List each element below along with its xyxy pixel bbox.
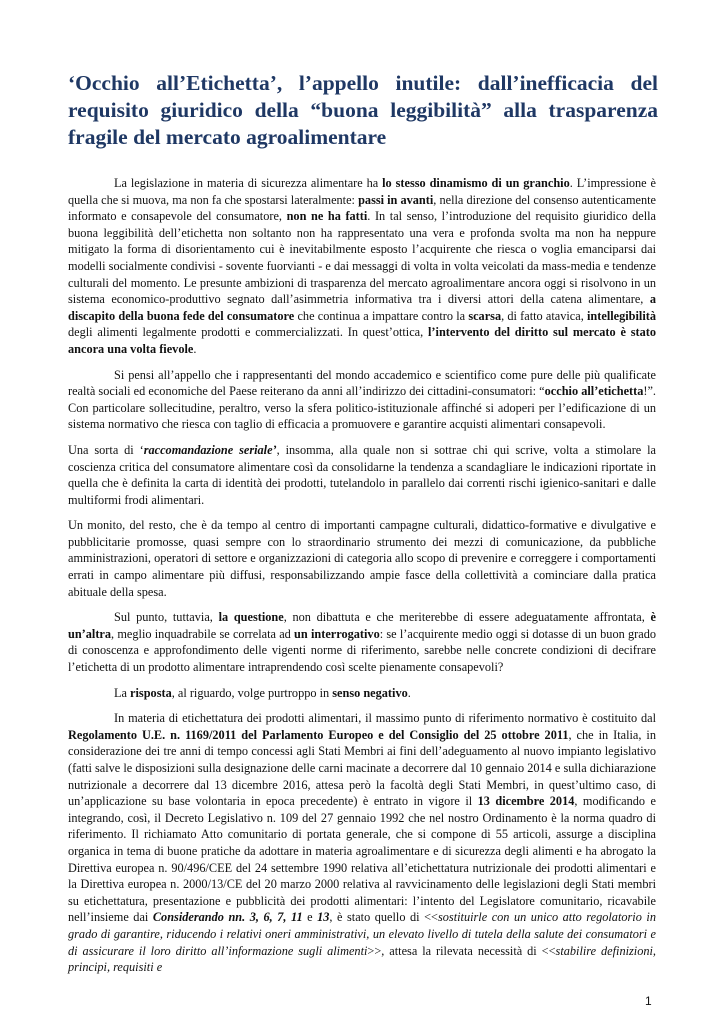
paragraph-6 — [68, 685, 656, 702]
bold-text: risposta — [130, 685, 172, 700]
bold-text: 13 dicembre 2014 — [477, 794, 575, 809]
paragraph-1 — [68, 175, 656, 358]
text-run: !”. Con particolare sollecitudine, peraltro, verso la sfera politico-istituzionale affinché si adoperi per l’edificazione di un sistema normativo che riesca con taglio di efficacia a promuovere e garantire acquisti alimentari consapevoli. — [68, 384, 657, 432]
bold-text: lo stesso dinamismo di un granchio — [382, 176, 570, 190]
text-run: , che in Italia, in considerazione dei tre anni di tempo concessi agli Stati Membri ai fini dell’adeguamento al nuovo impianto legislativo (fatti salve le disposizioni sulla designazione delle carni macinate a decorrere dal 10 gennaio 2014 e sulla dichiarazione nutrizionale a decorrere dal 13 dicembre 2016, attesa però la facoltà degli Stati Membri, in quest’ultimo caso, di un’applicazione su base volontaria in epoca precedente) è entrato in vigore il — [68, 727, 656, 809]
text-run: , al riguardo, volge purtroppo in — [171, 685, 333, 700]
paragraph-5 — [68, 609, 656, 675]
text-run: Sul punto, tuttavia, — [114, 610, 219, 625]
bold-text: è un’altra — [68, 610, 656, 641]
text-run: Si pensi all’appello che i rappresentanti del mondo accademico e scientifico come pure delle più qualificate realtà sociali ed economiche del Paese reiterano da anni all’indirizzo dei cittadini-consumatori: “ — [68, 367, 656, 399]
text-run: , di fatto atavica, — [501, 308, 588, 323]
text-run: , insomma, alla quale non si sottrae chi qui scrive, volta a stimolare la coscienza critica del consumatore alimentare così da consolidarne la tendenza a scandagliare le indicazioni riportate in quella che è definita la carta di identità dei prodotti, tutelandolo in parallelo dai correnti rischi igienico-sanitari e dalle multiformi frodi alimentari. — [68, 442, 657, 507]
bold-text: senso negativo — [332, 685, 408, 700]
text-run: Una sorta di ‘ — [68, 442, 144, 457]
bold-text: l’intervento del diritto sul mercato è stato ancora una volta fievole — [68, 325, 656, 356]
text-run: . L’impressione è quella che si muova, ma non fa che spostarsi lateralmente: — [68, 176, 656, 207]
text-run: : se l’acquirente medio oggi si dotasse di un buon grado di conoscenza e approfondimento delle vigenti norme di riferimento, sarebbe nelle concrete condizioni di decifrare l’etichetta di un prodotto alimentare intraprendendo così scelte pienamente consapevoli? — [68, 626, 656, 675]
document-title: ‘Occhio all’Etichetta’, l’appello inutile: dall’inefficacia del requisito giuridico della “buona leggibilità” alla trasparenza fragile del mercato agroalimentare — [68, 71, 658, 149]
bold-text: Regolamento U.E. n. 1169/2011 del Parlamento Europeo e del Consiglio del 25 ottobre 2011 — [68, 727, 569, 742]
text-run: e — [302, 910, 318, 925]
bold-text: un interrogativo — [294, 626, 380, 641]
text-run: , meglio inquadrabile se correlata ad — [111, 626, 295, 641]
paragraph-7 — [68, 710, 656, 976]
paragraph-3 — [68, 442, 656, 508]
bold-italic-text: Considerando nn. 3, 6, 7, 11 — [152, 910, 303, 925]
text-run: La legislazione in materia di sicurezza alimentare ha — [114, 176, 383, 190]
page-number: 1 — [645, 994, 652, 1008]
text-run: . In tal senso, l’introduzione del requisito giuridico della buona leggibilità dell’etichetta non soltanto non ha rappresentato una vera e profonda svolta ma non ha neppure mitigato la forma di disorientamento cui è inevitabilmente esposto l’acquirente che riesca o voglia emanciparsi dai modelli socialmente condivisi - sovente fuorvianti - e dai messaggi di volta in volta veicolati da mass-media e tendenze culturali del momento. Le presunte ambizioni di trasparenza del mercato agroalimentare ancora oggi si risolvono in un sistema economico-produttivo segnato dall’asimmetria informativa tra i diversi attori della catena alimentare, — [68, 209, 656, 307]
bold-text: intellegibilità — [587, 308, 657, 323]
bold-text: scarsa — [468, 308, 502, 323]
bold-text: passi in avanti — [358, 192, 434, 207]
paragraph-4: Un monito, del resto, che è da tempo al centro di importanti campagne culturali, didattico-formative e divulgative e pubblicitarie promosse, quasi sempre con lo straordinario strumento dei mezzi di comunicazione, da pubbliche amministrazioni, operatori di settore e organizzazioni di categoria allo scopo di prevenire e correggere i comportamenti errati in campo alimentare più diffusi, responsabilizzando ampie fasce della collettività a cominciare dalla pratica abituale della spesa. — [68, 518, 656, 599]
text-run: , non dibattuta e che meriterebbe di essere adeguatamente affrontata, — [283, 610, 651, 625]
text-run: La — [114, 685, 131, 700]
italic-text: stabilire definizioni, principi, requisiti e — [68, 943, 656, 975]
text-run: . — [193, 341, 197, 356]
bold-text: a discapito della buona fede del consumatore — [68, 292, 656, 323]
paragraph-2 — [68, 367, 656, 433]
text-run: , modificando e integrando, così, il Decreto Legislativo n. 109 del 27 gennaio 1992 che nel nostro Ordinamento è la norma quadro di riferimento. Il richiamato Atto comunitario di portata generale, che si compone di 55 articoli, assurge a disciplina organica in tema di buone pratiche da adottare in materia agroalimentare e di sicurezza degli alimenti e ha abrogato la Direttiva europea n. 90/496/CEE del 24 settembre 1990 relativa all’etichettatura nutrizionale dei prodotti alimentari e la Direttiva europea n. 2000/13/CE del 20 marzo 2000 relativa al ravvicinamento delle legislazioni degli Stati membri su etichettatura, presentazione e pubblicità dei prodotti alimentari: l’intento del Legislatore comunitario, ricavabile nell’insieme dai — [68, 794, 656, 925]
bold-text: non ne ha fatti — [286, 209, 368, 224]
document-body — [68, 175, 656, 985]
bold-text: occhio all’etichetta — [544, 384, 644, 399]
text-run: che continua a impattare contro la — [294, 308, 469, 323]
text-run: , nella direzione del consenso autenticamente informato e consapevole del consumatore, — [68, 192, 656, 224]
text-run: , è stato quello di << — [329, 910, 438, 925]
text-run: . — [407, 685, 411, 700]
bold-text: la questione — [218, 610, 284, 625]
italic-text: sostituirle con un unico atto regolatorio in grado di garantire, riducendo i relativi oneri amministrativi, un elevato livello di tutela della salute dei consumatori e di assicurare il loro diritto all’informazione sugli alimenti — [68, 910, 656, 958]
text-run: degli alimenti legalmente prodotti e commercializzati. In quest’ottica, — [68, 325, 429, 340]
bold-italic-text: raccomandazione seriale’ — [143, 442, 277, 457]
bold-italic-text: 13 — [317, 910, 330, 925]
text-run: >>, attesa la rilevata necessità di << — [367, 943, 556, 958]
text-run: In materia di etichettatura dei prodotti alimentari, il massimo punto di riferimento normativo è costituito dal — [114, 711, 656, 726]
